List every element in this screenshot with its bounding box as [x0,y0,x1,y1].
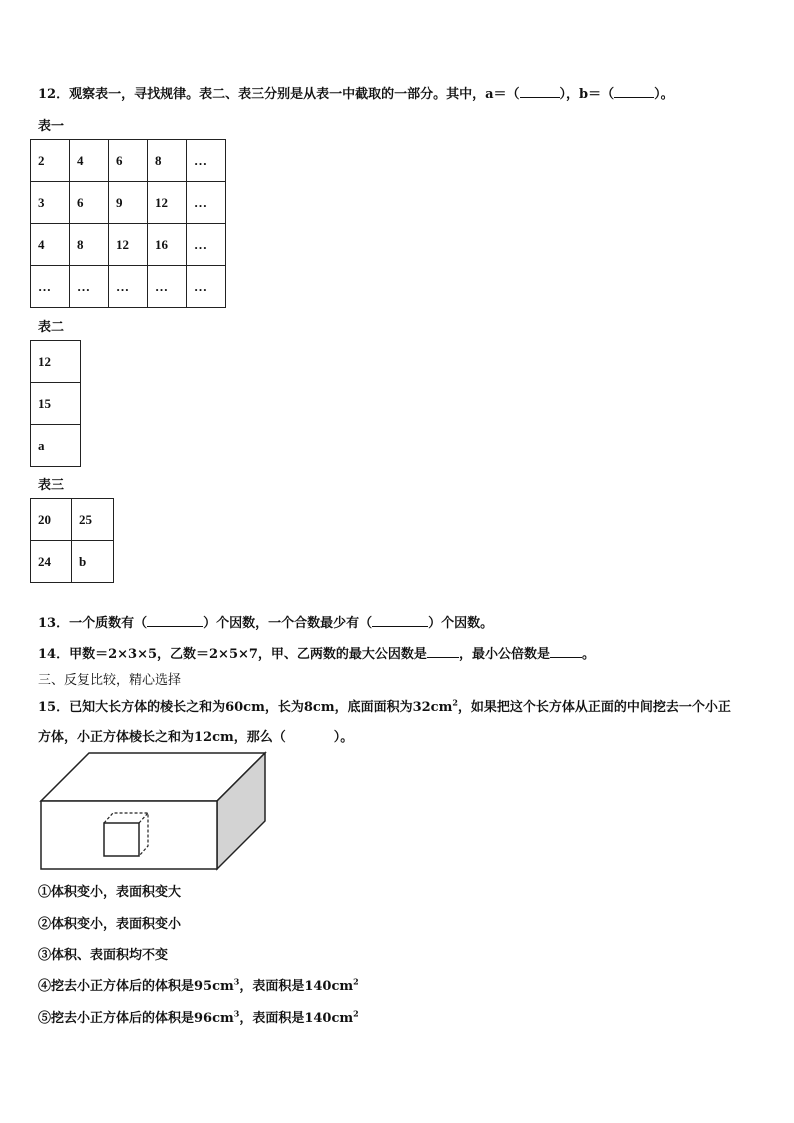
table-cell: 12 [31,341,81,383]
question-12 [38,83,674,102]
option-text: ⑤挖去小正方体后的体积是96cm [38,1011,234,1026]
answer-blank[interactable] [372,615,428,627]
answer-blank[interactable] [550,646,582,658]
answer-blank[interactable] [427,646,459,658]
table-cell: 12 [109,224,148,266]
option-text: ①体积变小，表面积变大 [38,885,182,900]
superscript: 2 [353,1008,359,1019]
option-2[interactable] [38,913,181,932]
table-cell: 20 [31,499,72,541]
table-cell: 12 [148,182,187,224]
table-cell: 4 [31,224,70,266]
table-cell: 9 [109,182,148,224]
table-cell: … [31,266,70,308]
table-cell: 16 [148,224,187,266]
table-cell: 2 [31,140,70,182]
q14-prefix: 14．甲数＝2×3×5，乙数＝2×5×7，甲、乙两数的最大公因数是 [38,647,427,662]
answer-blank[interactable] [147,615,203,627]
answer-blank-a[interactable] [520,86,560,98]
table-cell: 4 [70,140,109,182]
table-cell: 24 [31,541,72,583]
option-4[interactable] [38,975,359,994]
table-cell: … [148,266,187,308]
table-cell: 6 [70,182,109,224]
table-cell: 25 [72,499,114,541]
cuboid-figure [38,750,270,874]
superscript: 3 [233,1008,240,1019]
table-cell: … [187,182,226,224]
question-15-line2 [38,726,353,745]
q12-prefix: 12．观察表一，寻找规律。表二、表三分别是从表一中截取的一部分。其中，a＝（ [38,87,520,102]
table-cell: a [31,425,81,467]
question-14 [38,643,595,662]
q15-text: 15．已知大长方体的棱长之和为60cm，长为8cm，底面面积为32cm [38,700,453,715]
option-text: ③体积、表面积均不变 [38,948,169,963]
option-text: ④挖去小正方体后的体积是95cm [38,979,234,994]
q15-text: ）。 [333,730,354,745]
table-cell: 15 [31,383,81,425]
section-heading: 三、反复比较，精心选择 [38,673,182,688]
q12-suffix: ）。 [654,87,674,102]
table-cell: 8 [70,224,109,266]
option-5[interactable] [38,1007,359,1026]
superscript: 2 [353,976,359,987]
table-3 [30,498,114,583]
q13-prefix: 13．一个质数有（ [38,616,148,631]
table-cell: 6 [109,140,148,182]
table-cell: … [109,266,148,308]
answer-blank-b[interactable] [614,86,654,98]
table-cell: 3 [31,182,70,224]
table-cell: 8 [148,140,187,182]
q15-text: 方体，小正方体棱长之和为12cm，那么（ [38,730,286,745]
table1-label: 表一 [38,119,65,134]
q14-suffix: 。 [581,647,595,662]
superscript: 2 [452,697,458,708]
q13-mid: ）个因数，一个合数最少有（ [203,616,373,631]
superscript: 3 [233,976,240,987]
table2-label: 表二 [38,320,65,335]
question-13 [38,612,493,631]
option-text: ，表面积是140cm [239,979,354,994]
q15-text: ，如果把这个长方体从正面的中间挖去一个小正 [457,700,731,715]
table-2 [30,340,81,467]
small-cube-front [104,823,139,856]
table-cell: … [187,140,226,182]
option-1[interactable] [38,881,181,900]
table3-label: 表三 [38,478,65,493]
option-text: ，表面积是140cm [239,1011,354,1026]
option-text: ②体积变小，表面积变小 [38,917,182,932]
table-cell: b [72,541,114,583]
table-cell: … [187,224,226,266]
option-3[interactable] [38,944,168,963]
q12-mid: ），b＝（ [559,87,615,102]
q14-mid: ，最小公倍数是 [458,647,550,662]
table-cell: … [70,266,109,308]
table-1 [30,139,226,308]
q13-suffix: ）个因数。 [428,616,494,631]
question-15-line1 [38,696,731,715]
table-cell: … [187,266,226,308]
